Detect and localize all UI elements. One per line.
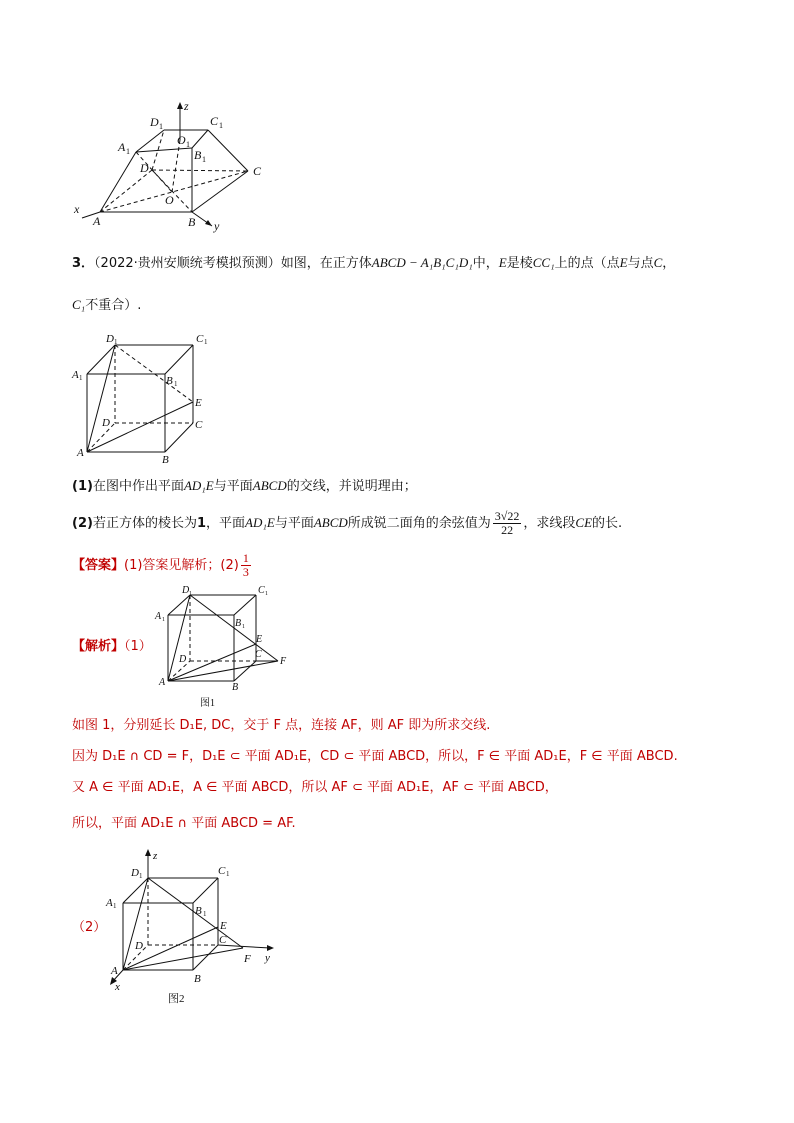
svg-text:1: 1 (139, 872, 143, 880)
svg-text:1: 1 (226, 870, 230, 878)
figure-caption: 图2 (168, 993, 185, 1005)
solution-line-2: 因为 D₁E ∩ CD = F，D₁E ⊂ 平面 AD₁E，CD ⊂ 平面 ABCD，所以，F ∈ 平面 AD₁E，F ∈ 平面 ABCD. (72, 749, 678, 764)
label-F: F (244, 953, 251, 965)
svg-text:1: 1 (159, 122, 163, 131)
svg-text:1: 1 (202, 155, 206, 164)
solution-line-3: 又 A ∈ 平面 AD₁E，A ∈ 平面 ABCD，所以 AF ⊂ 平面 AD₁E，AF ⊂ 平面 ABCD， (72, 780, 558, 795)
label-A: A (111, 965, 118, 977)
label-y: y (265, 952, 270, 964)
part-1: (1)在图中作出平面AD₁E与平面ABCD的交线，并说明理由； (72, 478, 417, 494)
label-B1: B (166, 375, 173, 387)
label-E: E (256, 634, 263, 645)
svg-text:1: 1 (203, 910, 207, 918)
part-2-label: （2） (72, 920, 107, 935)
svg-text:1: 1 (174, 380, 178, 388)
label-F: F (280, 656, 287, 667)
label-A: A (159, 677, 166, 688)
cosine-fraction: $\frac{3√22}{22}$ (494, 509, 520, 537)
svg-text:1: 1 (162, 617, 165, 623)
label-C: C (255, 649, 262, 660)
figure-caption: 图1 (200, 698, 215, 709)
label-B1: B (195, 905, 202, 917)
question-3-stem: 3．（2022·贵州安顺统考模拟预测）如图，在正方体ABCD − A₁B₁C₁D₁中，E是棱CC₁上的点（点E与点C， (72, 255, 676, 271)
svg-text:1: 1 (79, 374, 83, 382)
label-D1: D (106, 333, 114, 345)
label-D1: D (150, 115, 159, 129)
label-C1: C (258, 585, 265, 596)
figure-1 (150, 582, 290, 712)
label-A: A (77, 447, 84, 459)
svg-text:1: 1 (242, 624, 245, 630)
label-C: C (253, 164, 262, 178)
label-B1: B (194, 148, 202, 162)
label-x: x (74, 202, 80, 216)
svg-text:1: 1 (113, 902, 117, 910)
label-B: B (162, 454, 169, 465)
label-D1: D (131, 867, 139, 879)
label-B1: B (235, 618, 242, 629)
answer-fraction: $\frac{1}{3}$ (242, 551, 249, 579)
label-E: E (195, 397, 202, 409)
label-D: D (102, 417, 110, 429)
svg-text:1: 1 (126, 147, 130, 156)
frustum-figure (60, 100, 280, 235)
analysis-tag: 【解析】（1） (72, 639, 152, 654)
solution-line-4: 所以，平面 AD₁E ∩ 平面 ABCD = AF. (72, 816, 296, 831)
label-A1: A (72, 369, 79, 381)
label-y: y (214, 219, 220, 233)
question-3-stem-cont: C₁不重合）. (72, 297, 142, 313)
label-B: B (194, 973, 201, 985)
svg-text:1: 1 (204, 338, 208, 346)
label-D: D (135, 940, 143, 952)
svg-text:1: 1 (189, 591, 192, 597)
figure-2 (98, 845, 288, 1010)
cube-figure (70, 330, 220, 465)
label-x: x (115, 981, 120, 993)
solution-line-1: 如图 1，分别延长 D₁E, DC，交于 F 点，连接 AF，则 AF 即为所求交线. (72, 718, 491, 733)
answer-line: 【答案】(1)答案见解析；(2) $\frac{1}{3}$ (72, 551, 249, 579)
label-C: C (195, 419, 203, 431)
svg-text:1: 1 (265, 591, 268, 597)
label-C1: C (218, 865, 226, 877)
label-D: D (140, 161, 149, 175)
label-B: B (232, 682, 239, 693)
label-A1: A (118, 140, 126, 154)
label-C1: C (196, 333, 204, 345)
label-A1: A (106, 897, 113, 909)
label-D1: D (182, 585, 190, 596)
label-E: E (220, 920, 227, 932)
label-B: B (188, 215, 196, 229)
label-C1: C (210, 114, 219, 128)
label-z: z (153, 850, 158, 862)
svg-text:1: 1 (186, 140, 190, 149)
label-O1: O (177, 133, 186, 147)
label-A: A (93, 214, 101, 228)
label-O: O (165, 193, 174, 207)
part-2: (2)若正方体的棱长为1，平面AD₁E与平面ABCD所成锐二面角的余弦值为 $\frac{3√22}{22}$ ，求线段CE的长. (72, 509, 623, 537)
label-A1: A (155, 611, 162, 622)
svg-text:1: 1 (114, 338, 118, 346)
label-D: D (179, 654, 187, 665)
label-z: z (184, 100, 189, 113)
label-C: C (219, 934, 227, 946)
svg-text:1: 1 (219, 121, 223, 130)
